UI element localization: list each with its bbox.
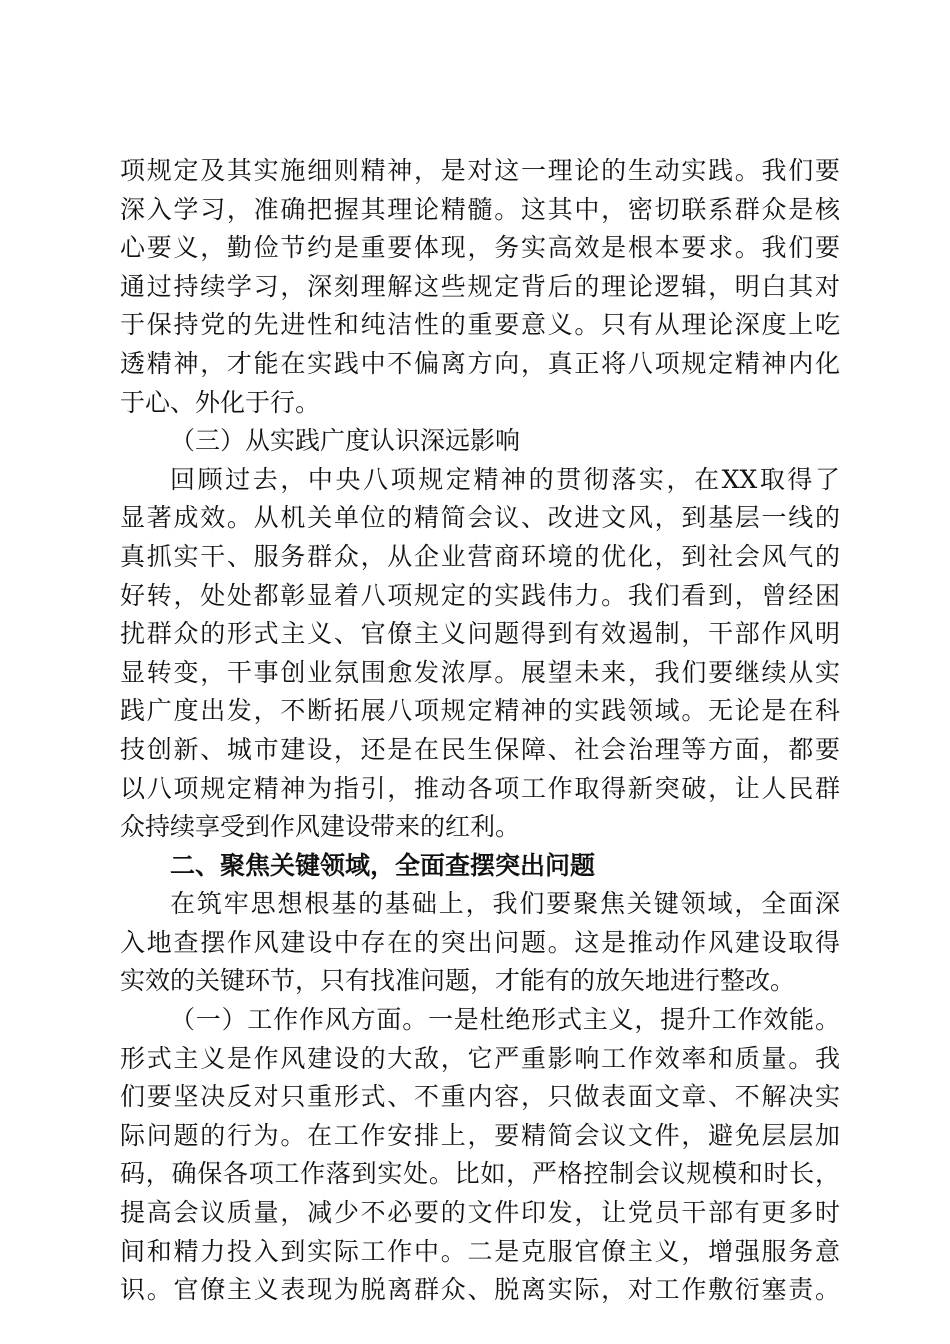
paragraph-line: 践广度出发，不断拓展八项规定精神的实践领域。无论是在科 <box>120 696 840 726</box>
paragraph-line: 好转，处处都彰显着八项规定的实践伟力。我们看到，曾经困 <box>120 580 840 610</box>
paragraph-line: 际问题的行为。在工作安排上，要精简会议文件，避免层层加 <box>120 1120 840 1150</box>
paragraph-line: 项规定及其实施细则精神，是对这一理论的生动实践。我们要 <box>120 156 840 185</box>
paragraph-line: 技创新、城市建设，还是在民生保障、社会治理等方面，都要 <box>120 734 840 764</box>
section-heading: 二、聚焦关键领域，全面查摆突出问题 <box>170 850 596 880</box>
paragraph-line: 识。官僚主义表现为脱离群众、脱离实际，对工作敷衍塞责。 <box>120 1275 840 1305</box>
paragraph-line: 扰群众的形式主义、官僚主义问题得到有效遏制，干部作风明 <box>120 619 840 649</box>
paragraph-line: 们要坚决反对只重形式、不重内容，只做表面文章、不解决实 <box>120 1082 840 1112</box>
paragraph-first-line: （一）工作作风方面。一是杜绝形式主义，提升工作效能。 <box>170 1005 840 1035</box>
paragraph-line: 入地查摆作风建设中存在的突出问题。这是推动作风建设取得 <box>120 927 840 957</box>
document-body <box>120 152 840 1310</box>
paragraph-line: 心要义，勤俭节约是重要体现，务实高效是根本要求。我们要 <box>120 233 840 263</box>
paragraph-line: 于保持党的先进性和纯洁性的重要意义。只有从理论深度上吃 <box>120 310 840 340</box>
paragraph-line: 深入学习，准确把握其理论精髓。这其中，密切联系群众是核 <box>120 194 840 224</box>
subsection-heading: （三）从实践广度认识深远影响 <box>170 426 521 456</box>
paragraph-last-line: 实效的关键环节，只有找准问题，才能有的放矢地进行整改。 <box>120 966 796 996</box>
paragraph-line: 提高会议质量，减少不必要的文件印发，让党员干部有更多时 <box>120 1198 840 1228</box>
paragraph-last-line: 于心、外化于行。 <box>120 387 321 417</box>
paragraph-line: 透精神，才能在实践中不偏离方向，真正将八项规定精神内化 <box>120 348 840 378</box>
paragraph-line: 码，确保各项工作落到实处。比如，严格控制会议规模和时长， <box>120 1159 840 1189</box>
paragraph-line: 通过持续学习，深刻理解这些规定背后的理论逻辑，明白其对 <box>120 271 840 301</box>
paragraph-line: 显著成效。从机关单位的精简会议、改进文风，到基层一线的 <box>120 503 840 533</box>
paragraph-line: 真抓实干、服务群众，从企业营商环境的优化，到社会风气的 <box>120 541 840 571</box>
paragraph-line: 显转变，干事创业氛围愈发浓厚。展望未来，我们要继续从实 <box>120 657 840 687</box>
paragraph-first-line: 回顾过去，中央八项规定精神的贯彻落实，在XX取得了 <box>170 464 840 494</box>
paragraph-first-line: 在筑牢思想根基的基础上，我们要聚焦关键领域，全面深 <box>170 889 840 919</box>
paragraph-last-line: 众持续享受到作风建设带来的红利。 <box>120 812 521 842</box>
paragraph-line: 间和精力投入到实际工作中。二是克服官僚主义，增强服务意 <box>120 1236 840 1266</box>
paragraph-line: 以八项规定精神为指引，推动各项工作取得新突破，让人民群 <box>120 773 840 803</box>
paragraph-line: 形式主义是作风建设的大敌，它严重影响工作效率和质量。我 <box>120 1043 840 1073</box>
